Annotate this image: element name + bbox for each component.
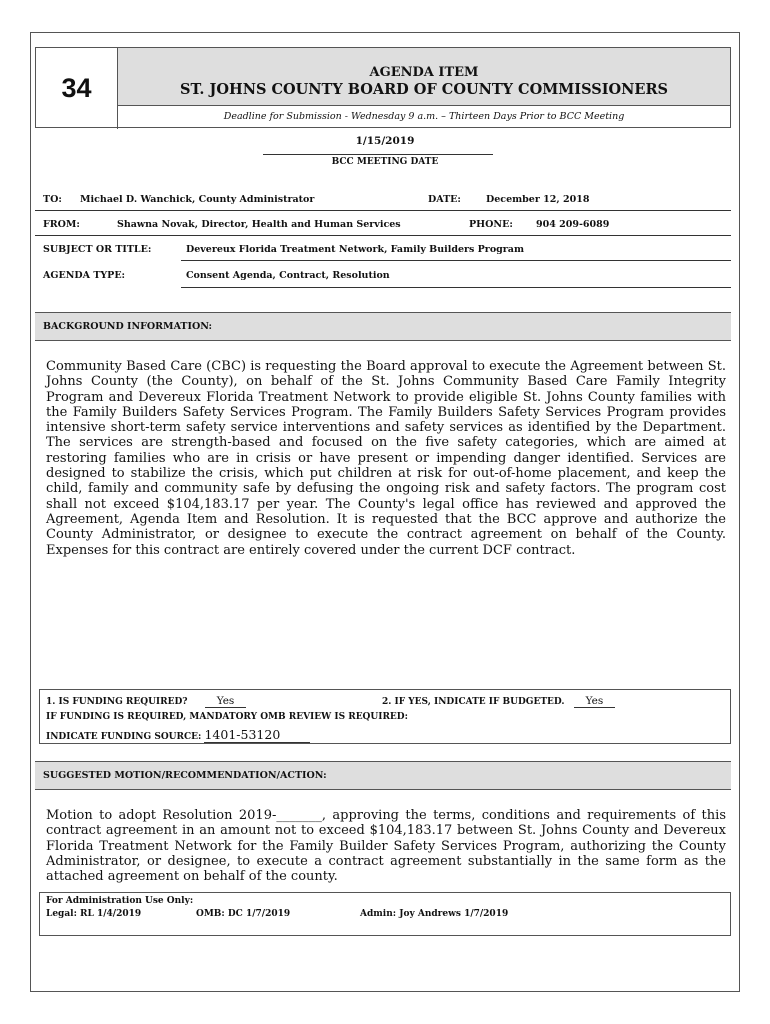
date-value: December 12, 2018 — [486, 194, 590, 205]
divider — [181, 260, 731, 261]
title-line1: AGENDA ITEM — [369, 65, 479, 80]
title-box — [118, 48, 730, 106]
phone-value: 904 209-6089 — [536, 219, 610, 230]
divider — [35, 235, 731, 236]
divider — [181, 287, 731, 288]
header-box — [35, 47, 731, 128]
funding-source-value: 1401-53120 — [204, 727, 310, 743]
agenda-type-value: Consent Agenda, Contract, Resolution — [186, 270, 390, 281]
legal-signoff: Legal: RL 1/4/2019 — [46, 909, 142, 919]
omb-review-note: IF FUNDING IS REQUIRED, MANDATORY OMB REVIEW IS REQUIRED: — [46, 712, 408, 722]
title-line2: ST. JOHNS COUNTY BOARD OF COUNTY COMMISSIONERS — [180, 81, 668, 98]
from-value: Shawna Novak, Director, Health and Human Services — [117, 219, 401, 230]
admin-heading: For Administration Use Only: — [46, 896, 194, 906]
budgeted-label: 2. IF YES, INDICATE IF BUDGETED. — [382, 697, 565, 707]
motion-text: Motion to adopt Resolution 2019-_______, approving the terms, conditions and requirements of this contract agreement in an amount not to exceed $104,183.17 between St. Johns County and Devereux Florida Treatment Network for the Family Builder Safety Services Program, authorizing the County Administrator, or designee, to execute a contract agreement substantially in the same form as the attached agreement on behalf of the county. — [46, 808, 726, 885]
motion-heading: SUGGESTED MOTION/RECOMMENDATION/ACTION: — [35, 761, 731, 790]
budgeted-value: Yes — [574, 695, 616, 708]
from-label: FROM: — [43, 219, 80, 230]
funding-required-value: Yes — [205, 695, 247, 708]
background-text: Community Based Care (CBC) is requesting the Board approval to execute the Agreement between St. Johns County (the County), on behalf of the St. Johns Community Based Care Family Integrity Program and Devereux Florida Treatment Network to provide eligible St. Johns County families with the Family Builders Safety Services Program. The Family Builders Safety Services Program provides intensive short-term safety service interventions and safety services as identified by the Department. The services are strength-based and focused on the five safety categories, which are aimed at restoring families who are in crisis or have present or impending danger identified. Services are designed to stabilize the crisis, which put children at risk for out-of-home placement, and keep the child, family and community safe by defusing the ongoing risk and safety factors. The program cost shall not exceed $104,183.17 per year. The County's legal office has reviewed and approved the Agreement, Agenda Item and Resolution. It is requested that the BCC approve and authorize the County Administrator, or designee to execute the contract agreement on behalf of the County. Expenses for this contract are entirely covered under the current DCF contract. — [46, 359, 726, 558]
admin-signoff: Admin: Joy Andrews 1/7/2019 — [360, 909, 509, 919]
subject-value: Devereux Florida Treatment Network, Family Builders Program — [186, 244, 525, 255]
to-value: Michael D. Wanchick, County Administrator — [80, 194, 315, 205]
item-number: 34 — [36, 48, 118, 129]
divider — [35, 210, 731, 211]
divider — [263, 154, 493, 155]
agenda-type-label: AGENDA TYPE: — [43, 270, 126, 281]
meeting-date: 1/15/2019 — [355, 135, 415, 147]
background-heading: BACKGROUND INFORMATION: — [35, 312, 731, 341]
phone-label: PHONE: — [469, 219, 513, 230]
omb-signoff: OMB: DC 1/7/2019 — [196, 909, 291, 919]
funding-source-label: INDICATE FUNDING SOURCE: — [46, 732, 202, 742]
funding-required-label: 1. IS FUNDING REQUIRED? — [46, 697, 188, 707]
to-label: TO: — [43, 194, 62, 205]
agenda-form — [30, 32, 740, 992]
admin-box — [39, 892, 731, 936]
date-label: DATE: — [428, 194, 461, 205]
deadline-note: Deadline for Submission - Wednesday 9 a.m. – Thirteen Days Prior to BCC Meeting — [223, 111, 625, 122]
subject-label: SUBJECT OR TITLE: — [43, 244, 152, 255]
funding-box — [39, 689, 731, 744]
meeting-date-label: BCC MEETING DATE — [331, 157, 439, 167]
